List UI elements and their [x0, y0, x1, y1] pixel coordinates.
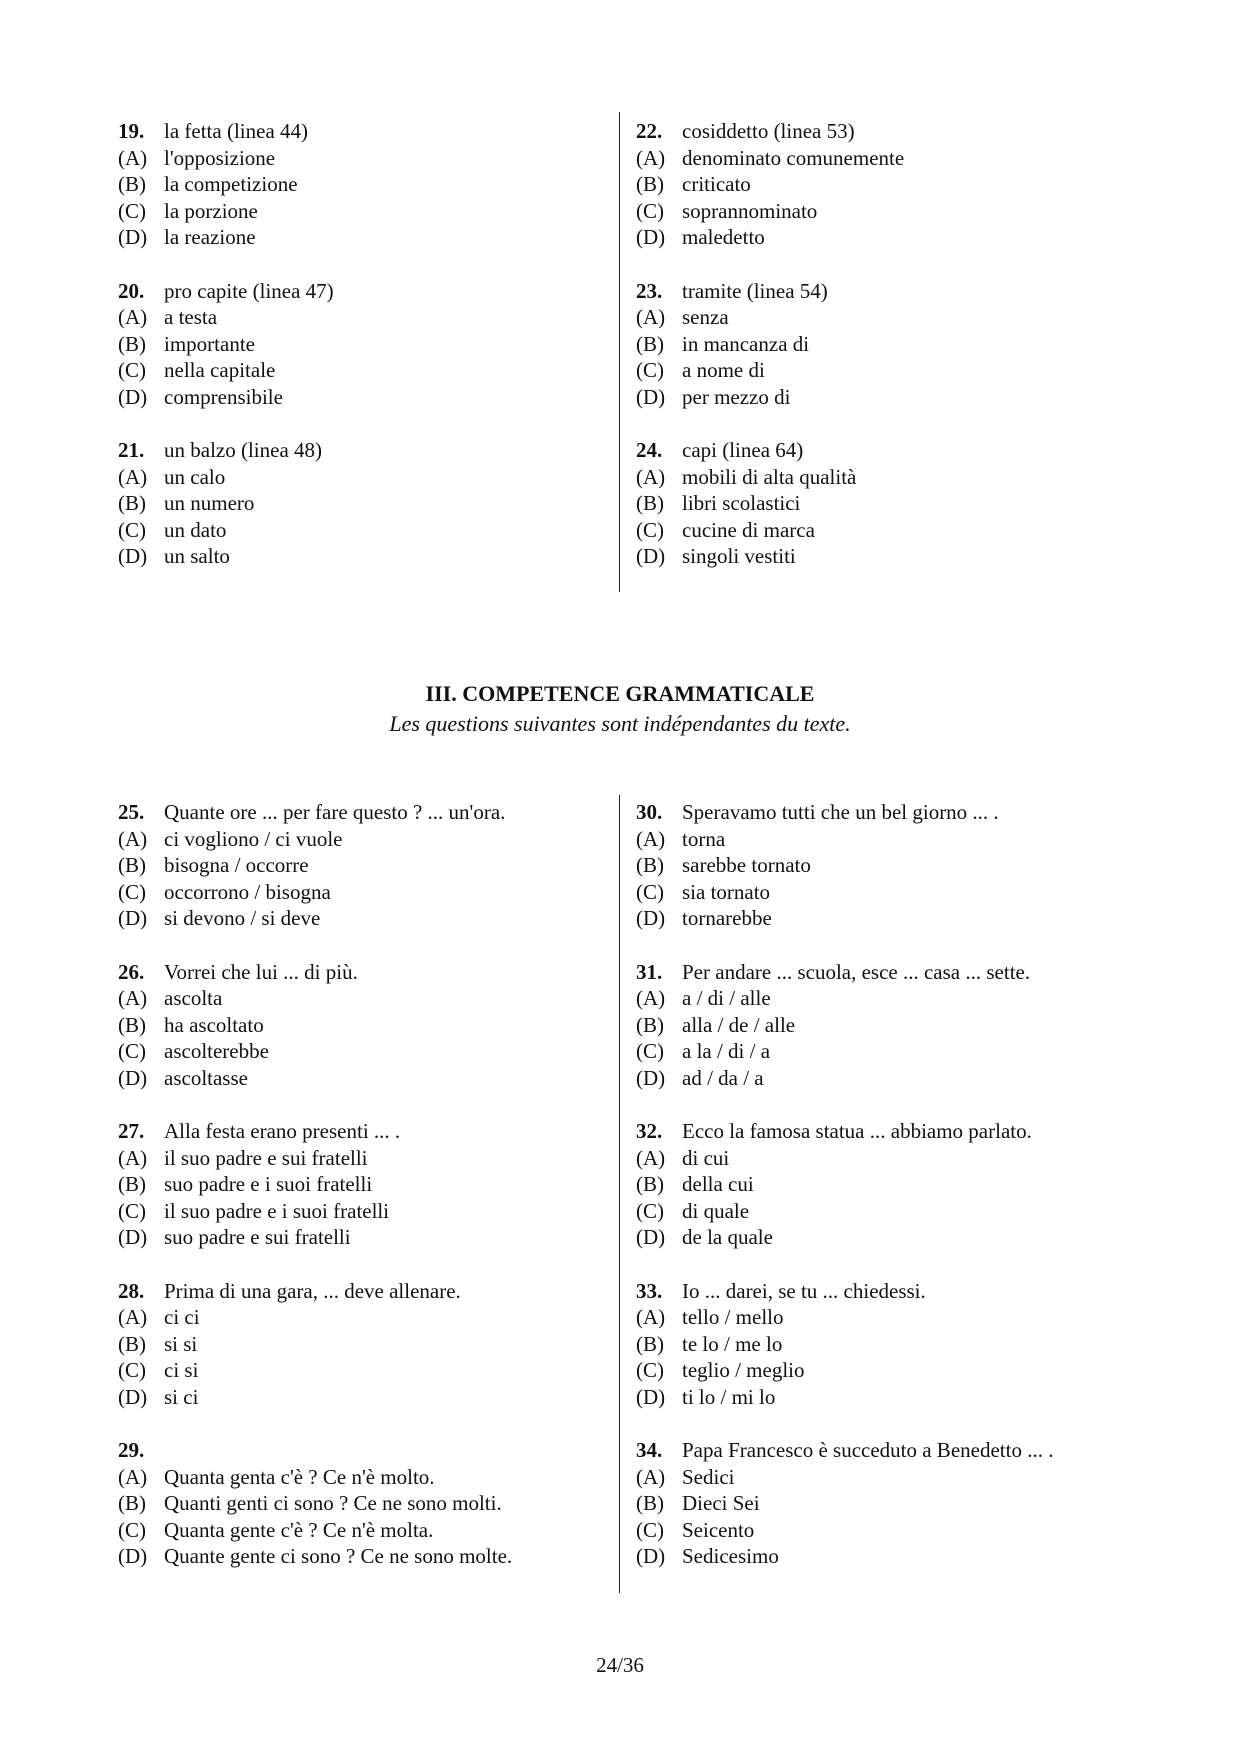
option-label: (C) — [636, 1358, 664, 1382]
question-21 — [118, 437, 608, 570]
option-label: (A) — [636, 145, 666, 170]
question-stem — [636, 1437, 1126, 1464]
option-label: (D) — [118, 1225, 148, 1249]
option-b — [636, 852, 1126, 879]
option-b — [118, 171, 608, 198]
option-label: (B) — [118, 853, 146, 877]
option-c — [118, 1517, 608, 1544]
question-20 — [118, 278, 608, 411]
option-text: Seicento — [682, 1517, 755, 1542]
question-stem — [636, 118, 1126, 145]
right-column — [636, 118, 1126, 597]
question-34 — [636, 1437, 1126, 1570]
option-label: (D) — [636, 384, 666, 409]
option-b — [636, 1490, 1126, 1517]
option-label: (B) — [636, 1012, 664, 1037]
question-number: 26. — [118, 959, 145, 984]
question-31 — [636, 959, 1126, 1092]
option-text: la reazione — [164, 225, 256, 249]
option-a — [636, 985, 1126, 1012]
option-b — [118, 331, 608, 358]
option-b — [118, 1490, 608, 1517]
option-a — [118, 985, 608, 1012]
left-column — [118, 799, 608, 1597]
option-label: (D) — [636, 1225, 666, 1249]
option-text: Quanta genta c'è ? Ce n'è molto. — [164, 1464, 435, 1489]
option-d — [636, 1543, 1126, 1570]
option-label: (D) — [636, 1384, 666, 1409]
option-c — [118, 879, 608, 906]
option-text: sia tornato — [682, 879, 771, 904]
option-text: mobili di alta qualità — [682, 464, 857, 489]
question-text: tramite (linea 54) — [682, 278, 828, 303]
option-text: ascolterebbe — [164, 1039, 269, 1063]
option-label: (A) — [636, 826, 666, 851]
option-a — [118, 1145, 608, 1172]
question-text: Per andare ... scuola, esce ... casa ... sette. — [682, 959, 1031, 984]
option-label: (B) — [636, 1331, 664, 1356]
option-text: in mancanza di — [682, 331, 810, 356]
option-text: suo padre e i suoi fratelli — [164, 1172, 373, 1196]
option-d — [118, 1065, 608, 1092]
option-label: (A) — [118, 464, 148, 489]
option-label: (B) — [636, 1491, 664, 1515]
option-text: a testa — [164, 305, 218, 329]
option-a — [636, 145, 1126, 172]
question-33 — [636, 1278, 1126, 1411]
option-text: ad / da / a — [682, 1065, 764, 1090]
question-number: 19. — [118, 119, 145, 143]
option-a — [636, 1304, 1126, 1331]
option-d — [636, 384, 1126, 411]
question-number: 30. — [636, 800, 663, 824]
option-label: (A) — [118, 826, 148, 851]
option-text: Quanti genti ci sono ? Ce ne sono molti. — [164, 1491, 502, 1515]
option-label: (C) — [636, 517, 664, 542]
option-c — [636, 1357, 1126, 1384]
option-text: un dato — [164, 517, 227, 542]
option-text: Quante gente ci sono ? Ce ne sono molte. — [164, 1544, 513, 1568]
option-text: si si — [164, 1331, 198, 1356]
option-b — [118, 1331, 608, 1358]
question-28 — [118, 1278, 608, 1411]
option-label: (A) — [118, 1145, 148, 1170]
option-text: per mezzo di — [682, 384, 791, 409]
question-text: pro capite (linea 47) — [164, 278, 334, 303]
option-b — [118, 490, 608, 517]
option-label: (A) — [118, 1464, 148, 1489]
option-b — [118, 852, 608, 879]
option-b — [636, 331, 1126, 358]
left-column — [118, 118, 608, 597]
question-number: 21. — [118, 438, 145, 462]
option-d — [636, 905, 1126, 932]
option-text: ti lo / mi lo — [682, 1384, 776, 1409]
option-text: si devono / si deve — [164, 906, 321, 930]
option-label: (D) — [636, 225, 666, 249]
option-label: (C) — [118, 1517, 146, 1542]
option-text: torna — [682, 826, 726, 851]
option-label: (B) — [636, 491, 664, 515]
option-text: Dieci Sei — [682, 1491, 760, 1515]
option-label: (D) — [118, 544, 148, 568]
question-number: 20. — [118, 278, 145, 303]
option-d — [636, 543, 1126, 570]
option-label: (C) — [118, 879, 146, 904]
question-text: Alla festa erano presenti ... . — [164, 1119, 401, 1143]
question-stem — [118, 437, 608, 464]
option-text: alla / de / alle — [682, 1012, 796, 1037]
option-text: il suo padre e sui fratelli — [164, 1145, 368, 1170]
option-b — [636, 1171, 1126, 1198]
option-label: (C) — [118, 1198, 146, 1223]
option-a — [636, 1464, 1126, 1491]
question-number: 33. — [636, 1278, 663, 1303]
option-label: (B) — [118, 331, 146, 356]
option-text: tello / mello — [682, 1305, 784, 1329]
option-text: de la quale — [682, 1225, 773, 1249]
option-label: (C) — [636, 1198, 664, 1223]
option-text: un salto — [164, 544, 230, 568]
option-label: (B) — [118, 491, 146, 515]
option-text: denominato comunemente — [682, 145, 905, 170]
question-number: 23. — [636, 278, 663, 303]
option-text: un calo — [164, 464, 226, 489]
option-label: (C) — [636, 879, 664, 904]
option-a — [636, 304, 1126, 331]
question-number: 32. — [636, 1119, 663, 1143]
option-c — [636, 198, 1126, 225]
option-d — [118, 1384, 608, 1411]
option-text: un numero — [164, 491, 255, 515]
option-b — [636, 1331, 1126, 1358]
option-text: tornarebbe — [682, 906, 772, 930]
option-d — [118, 543, 608, 570]
option-c — [118, 1357, 608, 1384]
option-a — [118, 1304, 608, 1331]
question-text: Io ... darei, se tu ... chiedessi. — [682, 1278, 926, 1303]
question-stem — [118, 1118, 608, 1145]
option-d — [118, 1224, 608, 1251]
question-number: 29. — [118, 1438, 145, 1462]
option-b — [636, 1012, 1126, 1039]
option-a — [636, 1145, 1126, 1172]
option-label: (B) — [118, 172, 146, 196]
option-d — [118, 384, 608, 411]
option-d — [118, 224, 608, 251]
option-label: (D) — [636, 1065, 666, 1090]
option-text: cucine di marca — [682, 517, 815, 542]
option-label: (B) — [636, 331, 664, 356]
option-label: (C) — [118, 198, 146, 223]
option-c — [636, 1517, 1126, 1544]
option-text: ascoltasse — [164, 1065, 248, 1090]
option-text: Sedicesimo — [682, 1544, 779, 1568]
option-text: teglio / meglio — [682, 1358, 805, 1382]
option-text: ci si — [164, 1358, 199, 1382]
option-text: Quanta gente c'è ? Ce n'è molta. — [164, 1517, 434, 1542]
option-label: (B) — [118, 1012, 146, 1037]
question-number: 28. — [118, 1278, 145, 1303]
question-stem — [636, 959, 1126, 986]
option-text: la porzione — [164, 198, 258, 223]
option-label: (D) — [118, 225, 148, 249]
question-stem — [118, 1437, 608, 1464]
question-number: 22. — [636, 119, 663, 143]
question-stem — [636, 1118, 1126, 1145]
option-label: (C) — [636, 1517, 664, 1542]
section-subtitle: Les questions suivantes sont indépendantes du texte. — [389, 711, 851, 736]
option-text: senza — [682, 305, 729, 329]
question-text: capi (linea 64) — [682, 438, 804, 462]
question-text: Ecco la famosa statua ... abbiamo parlato. — [682, 1119, 1032, 1143]
option-text: ascolta — [164, 986, 223, 1010]
option-label: (B) — [118, 1331, 146, 1356]
option-text: a / di / alle — [682, 986, 771, 1010]
option-text: Sedici — [682, 1464, 735, 1489]
option-b — [636, 490, 1126, 517]
option-text: te lo / me lo — [682, 1331, 783, 1356]
option-label: (A) — [118, 145, 148, 170]
option-label: (C) — [118, 1039, 146, 1063]
option-label: (B) — [636, 1172, 664, 1196]
option-c — [636, 517, 1126, 544]
question-27 — [118, 1118, 608, 1251]
option-text: maledetto — [682, 225, 765, 249]
section-title: III. COMPETENCE GRAMMATICALE — [425, 681, 815, 706]
option-label: (B) — [636, 172, 664, 196]
option-c — [636, 357, 1126, 384]
option-label: (B) — [118, 1172, 146, 1196]
option-label: (C) — [636, 358, 664, 382]
question-stem — [118, 1278, 608, 1305]
option-a — [636, 464, 1126, 491]
option-text: sarebbe tornato — [682, 853, 811, 877]
option-a — [118, 464, 608, 491]
option-label: (D) — [636, 906, 666, 930]
option-label: (A) — [636, 305, 666, 329]
option-label: (A) — [636, 1305, 666, 1329]
option-d — [636, 1224, 1126, 1251]
option-text: di quale — [682, 1198, 750, 1223]
section-heading — [0, 679, 1240, 739]
question-stem — [118, 118, 608, 145]
option-b — [118, 1171, 608, 1198]
option-d — [636, 224, 1126, 251]
option-label: (A) — [118, 986, 148, 1010]
question-stem — [636, 278, 1126, 305]
option-label: (A) — [636, 986, 666, 1010]
option-label: (A) — [636, 464, 666, 489]
option-text: il suo padre e i suoi fratelli — [164, 1198, 390, 1223]
question-stem — [118, 278, 608, 305]
option-text: la competizione — [164, 172, 298, 196]
question-text: un balzo (linea 48) — [164, 438, 323, 462]
column-divider — [619, 112, 620, 592]
column-divider — [619, 795, 620, 1593]
option-a — [636, 826, 1126, 853]
option-text: nella capitale — [164, 358, 276, 382]
option-label: (D) — [118, 384, 148, 409]
option-d — [118, 905, 608, 932]
option-label: (A) — [118, 305, 148, 329]
option-d — [636, 1384, 1126, 1411]
question-25 — [118, 799, 608, 932]
option-text: bisogna / occorre — [164, 853, 309, 877]
option-label: (B) — [636, 853, 664, 877]
option-text: occorrono / bisogna — [164, 879, 331, 904]
option-text: singoli vestiti — [682, 544, 796, 568]
option-d — [636, 1065, 1126, 1092]
option-text: soprannominato — [682, 198, 818, 223]
question-24 — [636, 437, 1126, 570]
option-c — [636, 1038, 1126, 1065]
option-b — [636, 171, 1126, 198]
question-stem — [636, 1278, 1126, 1305]
option-label: (D) — [118, 906, 148, 930]
option-label: (C) — [636, 198, 664, 223]
question-23 — [636, 278, 1126, 411]
question-text: Quante ore ... per fare questo ? ... un'ora. — [164, 800, 506, 824]
option-label: (D) — [636, 1544, 666, 1568]
option-label: (C) — [636, 1039, 664, 1063]
option-a — [118, 1464, 608, 1491]
question-stem — [636, 437, 1126, 464]
option-c — [118, 1038, 608, 1065]
question-text: la fetta (linea 44) — [164, 119, 309, 143]
option-d — [118, 1543, 608, 1570]
option-text: di cui — [682, 1145, 730, 1170]
question-26 — [118, 959, 608, 1092]
option-c — [636, 1198, 1126, 1225]
question-number: 24. — [636, 438, 663, 462]
option-b — [118, 1012, 608, 1039]
option-label: (A) — [636, 1145, 666, 1170]
option-text: libri scolastici — [682, 491, 801, 515]
right-column — [636, 799, 1126, 1597]
question-19 — [118, 118, 608, 251]
question-stem — [118, 799, 608, 826]
option-text: si ci — [164, 1384, 199, 1409]
option-a — [118, 826, 608, 853]
option-text: comprensibile — [164, 384, 283, 409]
option-text: importante — [164, 331, 255, 356]
option-a — [118, 304, 608, 331]
option-label: (C) — [118, 517, 146, 542]
option-text: l'opposizione — [164, 145, 276, 170]
option-c — [118, 357, 608, 384]
question-text: cosiddetto (linea 53) — [682, 119, 855, 143]
question-22 — [636, 118, 1126, 251]
option-text: ci ci — [164, 1305, 200, 1329]
page-number: 24/36 — [596, 1653, 644, 1677]
question-number: 34. — [636, 1438, 663, 1462]
option-c — [118, 1198, 608, 1225]
option-c — [118, 198, 608, 225]
option-text: criticato — [682, 172, 751, 196]
question-32 — [636, 1118, 1126, 1251]
option-text: suo padre e sui fratelli — [164, 1225, 351, 1249]
option-c — [636, 879, 1126, 906]
question-30 — [636, 799, 1126, 932]
option-text: della cui — [682, 1172, 754, 1196]
option-text: a la / di / a — [682, 1039, 771, 1063]
question-text: Vorrei che lui ... di più. — [164, 959, 358, 984]
question-stem — [636, 799, 1126, 826]
option-label: (D) — [118, 1544, 148, 1568]
option-label: (A) — [636, 1464, 666, 1489]
question-29 — [118, 1437, 608, 1570]
option-label: (D) — [636, 544, 666, 568]
option-label: (D) — [118, 1384, 148, 1409]
question-stem — [118, 959, 608, 986]
option-text: ci vogliono / ci vuole — [164, 826, 343, 851]
question-number: 31. — [636, 959, 663, 984]
option-label: (A) — [118, 1305, 148, 1329]
question-number: 27. — [118, 1119, 145, 1143]
question-text: Papa Francesco è succeduto a Benedetto ... . — [682, 1438, 1054, 1462]
option-label: (C) — [118, 1358, 146, 1382]
option-label: (B) — [118, 1491, 146, 1515]
option-label: (D) — [118, 1065, 148, 1090]
option-c — [118, 517, 608, 544]
option-text: ha ascoltato — [164, 1012, 264, 1037]
option-text: a nome di — [682, 358, 765, 382]
question-number: 25. — [118, 800, 145, 824]
question-text: Speravamo tutti che un bel giorno ... . — [682, 800, 999, 824]
option-label: (C) — [118, 358, 146, 382]
option-a — [118, 145, 608, 172]
question-text: Prima di una gara, ... deve allenare. — [164, 1278, 461, 1303]
